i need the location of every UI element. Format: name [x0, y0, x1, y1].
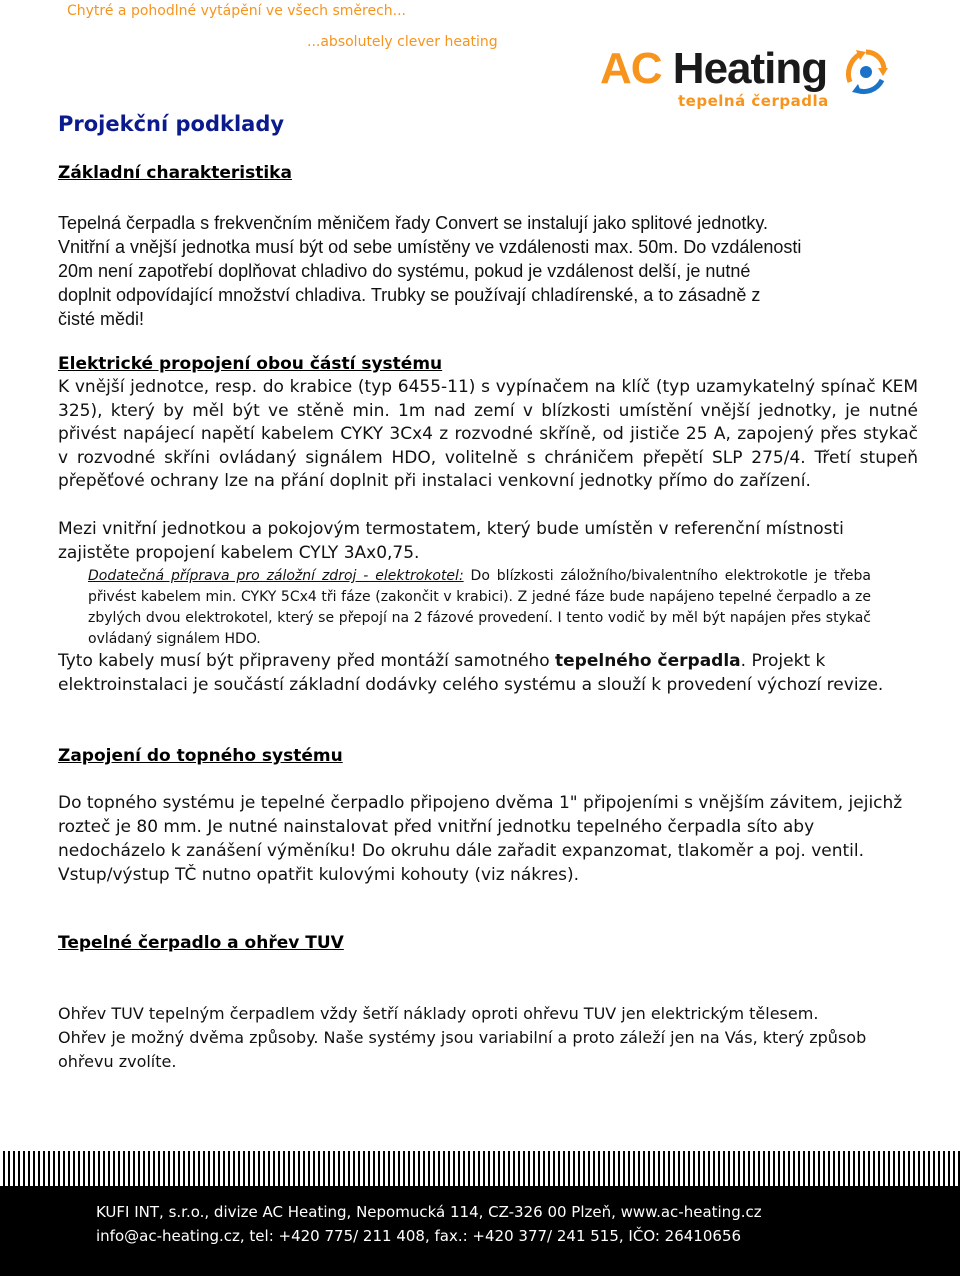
zakladni-line: doplnit odpovídající množství chladiva. Trubky se používají chladírenské, a to zásadně z: [58, 285, 761, 305]
heading-tuv: Tepelné čerpadlo a ohřev TUV: [58, 933, 344, 953]
zakladni-text: [58, 211, 918, 331]
heading-zakladni-charakteristika: Základní charakteristika: [58, 163, 292, 183]
logo-heating: Heating: [672, 44, 828, 93]
ac-heating-logo: [600, 44, 890, 114]
note-text: Do blízkosti záložního/bivalentního elektrokotle je třeba přivést kabelem min. CYKY 5Cx4 tři fáze (zakončit v krabici). Z jedné fáze bude napájeno tepelné čerpadlo a ze zbylých dvou elektrokotel, který se přepojí na 2 fázové provedení. I tento vodič by měl být napájen přes stykač ovládaný signálem HDO.: [88, 568, 871, 647]
logo-wordmark: [600, 44, 827, 94]
zapojeni-paragraph: Do topného systému je tepelné čerpadlo připojeno dvěma 1" připojeními s vnějším závitem, jejichž rozteč je 80 mm. Je nutné nainstalovat před vnitřní jednotku tepelného čerpadla síto aby nedocházelo k zanášení výměníku! Do okruhu dále zařadit expanzomat, tlakoměr a poj. ventil. Vstup/výstup TČ nutno opatřit kulovými kohouty (viz nákres).: [58, 793, 903, 885]
logo-subtitle: tepelná čerpadla: [678, 92, 829, 110]
heading-elektricke-propojeni: Elektrické propojení obou částí systému: [58, 354, 443, 374]
closing-text-b: . Projekt k elektroinstalaci je součástí základní dodávky celého systému a slouží k provedení výchozí revize.: [58, 651, 884, 695]
zalozni-zdroj-note: [88, 566, 871, 650]
termostat-paragraph: Mezi vnitřní jednotkou a pokojovým termostatem, který bude umístěn v referenční místnosti zajistěte propojení kabelem CYLY 3Ax0,75.: [58, 519, 844, 563]
tagline-czech: Chytré a pohodlné vytápění ve všech směrech...: [67, 3, 407, 19]
footer-contacts: info@ac-heating.cz, tel: +420 775/ 211 408, fax.: +420 377/ 241 515, IČO: 26410656: [96, 1227, 742, 1245]
closing-bold: tepelného čerpadla: [555, 651, 741, 671]
tagline-english: ...absolutely clever heating: [307, 34, 498, 50]
footer: [0, 1186, 960, 1276]
note-lead: Dodatečná příprava pro záložní zdroj - elektrokotel:: [88, 568, 464, 584]
zakladni-line: Tepelná čerpadla s frekvenčním měničem řady Convert se instalují jako splitové jednotky.: [58, 213, 769, 233]
elektricke-paragraph: K vnější jednotce, resp. do krabice (typ 6455-11) s vypínačem na klíč (typ uzamykatelný spínač KEM 325), který by měl být ve stěně min. 1m nad zemí v blízkosti umístění vnější jednotky, je nutné přivést napájecí napětí kabelem CYKY 3Cx4 z rozvodné skříně, od jističe 25 A, zapojený přes stykač v rozvodné skříni ovládaný signálem HDO, volitelně s chráničem přepětí SLP 275/4. Třetí stupeň přepěťové ochrany lze na přání doplnit při instalaci venkovní jednotky přímo do zařízení.: [58, 377, 918, 492]
tuv-paragraph: Ohřev TUV tepelným čerpadlem vždy šetří náklady oproti ohřevu TUV jen elektrickým tělesem. Ohřev je možný dvěma způsoby. Naše systémy jsou variabilní a proto záleží jen na Vás, který způsob ohřevu zvolíte.: [58, 1004, 867, 1071]
footer-stripe: [0, 1151, 960, 1187]
closing-text-a: Tyto kabely musí být připraveny před montáží samotného: [58, 651, 556, 671]
page-title: Projekční podklady: [58, 112, 285, 136]
footer-address: KUFI INT, s.r.o., divize AC Heating, Nepomucká 114, CZ-326 00 Plzeň, www.ac-heating.cz: [96, 1203, 762, 1221]
logo-ac: AC: [600, 44, 662, 93]
zakladni-line: 20m není zapotřebí doplňovat chladivo do systému, pokud je vzdálenost delší, je nutné: [58, 261, 751, 281]
kabely-paragraph: [58, 650, 918, 697]
zakladni-line: čisté mědi!: [58, 309, 145, 329]
recycle-arrows-icon: [844, 48, 888, 98]
heading-zapojeni: Zapojení do topného systému: [58, 746, 343, 766]
zakladni-line: Vnitřní a vnější jednotka musí být od sebe umístěny ve vzdálenosti max. 50m. Do vzdálenosti: [58, 237, 802, 257]
